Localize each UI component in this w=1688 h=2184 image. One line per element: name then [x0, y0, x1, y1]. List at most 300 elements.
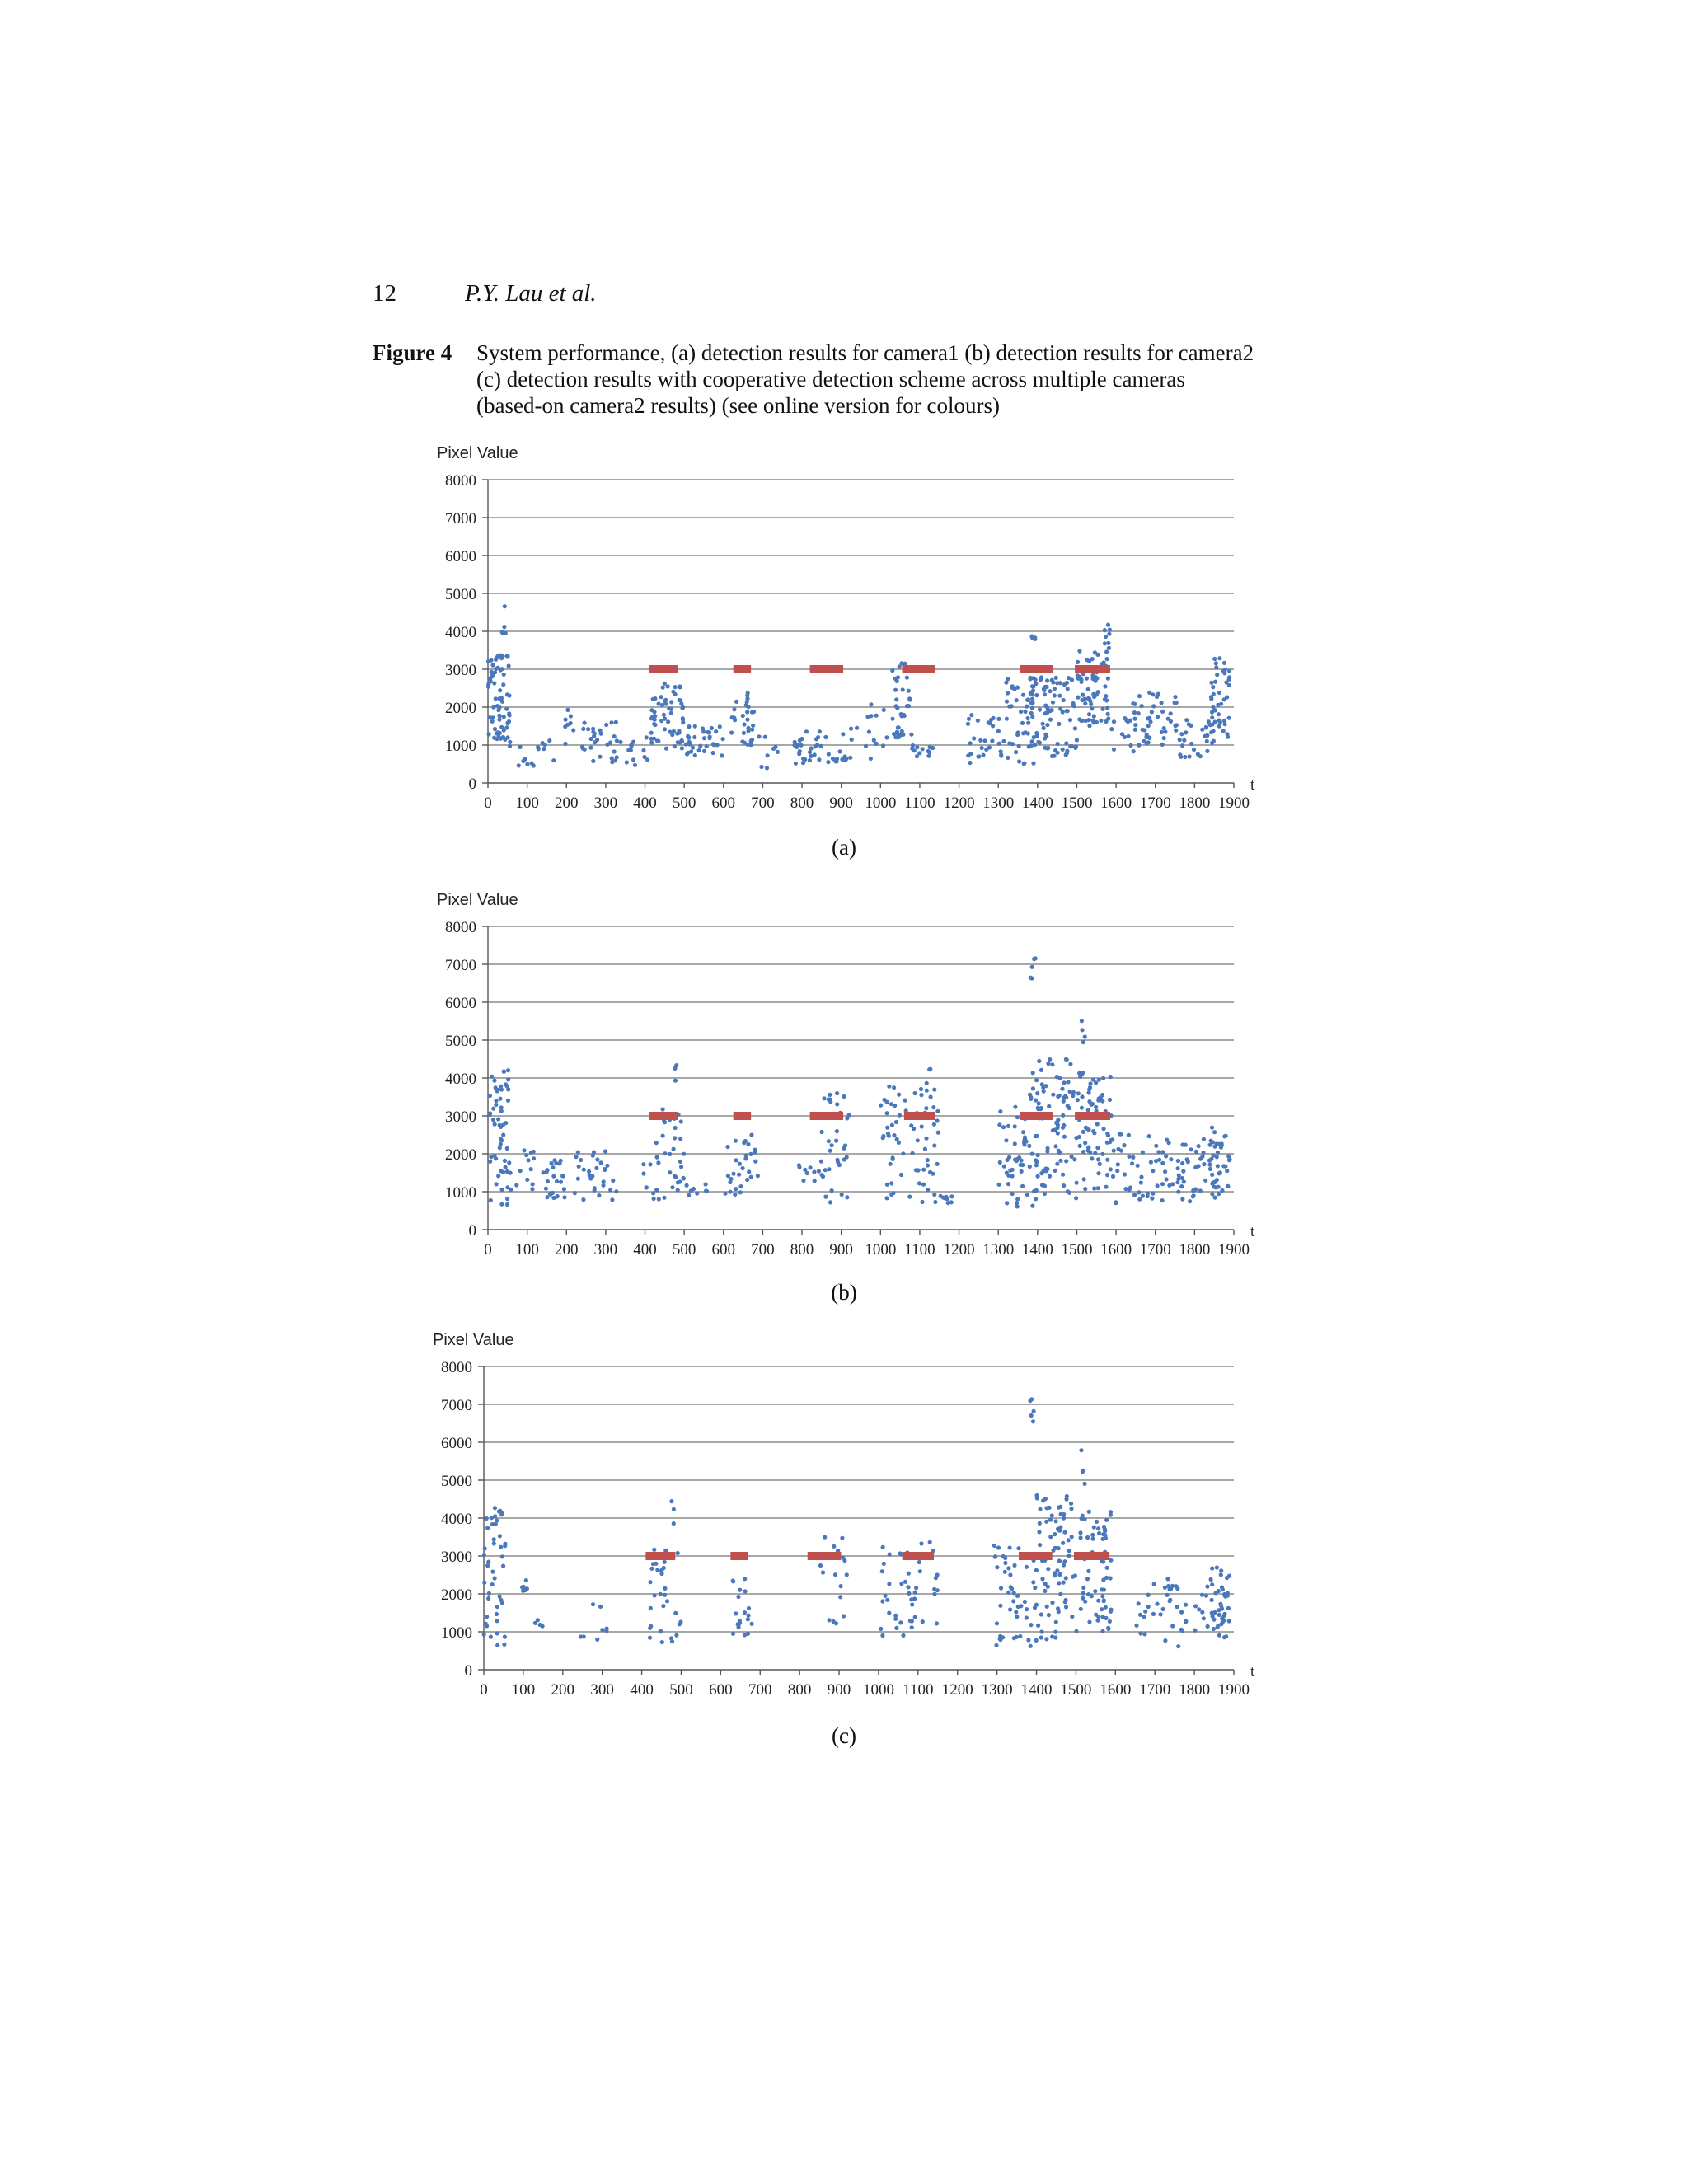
data-point — [731, 1579, 735, 1583]
data-point — [482, 1633, 486, 1637]
x-axis-label: t — [1250, 1223, 1255, 1240]
x-tick-label: 600 — [711, 794, 736, 812]
data-point — [1184, 730, 1188, 734]
data-point — [1212, 1130, 1217, 1134]
data-point — [654, 1188, 659, 1192]
data-point — [1137, 711, 1141, 715]
data-point — [1207, 719, 1211, 724]
y-tick-label: 5000 — [441, 1473, 472, 1490]
data-point — [745, 718, 749, 722]
data-point — [738, 1184, 743, 1188]
data-point — [518, 1169, 523, 1173]
data-point — [823, 735, 828, 739]
data-point — [1079, 1607, 1083, 1611]
data-point — [499, 667, 504, 671]
data-point — [1043, 1589, 1047, 1593]
data-point — [689, 1188, 693, 1193]
data-point — [827, 1139, 831, 1143]
data-point — [488, 1160, 492, 1164]
data-point — [732, 707, 736, 711]
data-point — [1198, 1188, 1203, 1193]
caption-line-1: System performance, (a) detection results for camera1 (b) detection results for camera2 — [476, 340, 1254, 365]
data-point — [967, 717, 971, 721]
data-point — [838, 749, 842, 753]
data-point — [498, 1534, 502, 1538]
data-point — [1226, 1184, 1230, 1188]
data-point — [1001, 1554, 1006, 1558]
data-point — [593, 1186, 597, 1190]
x-tick-label: 1700 — [1139, 794, 1171, 812]
data-point — [611, 1179, 615, 1183]
data-point — [1180, 1176, 1184, 1180]
data-point — [670, 1185, 674, 1189]
data-point — [748, 1152, 753, 1156]
data-point — [1219, 1146, 1223, 1150]
data-point — [1014, 1610, 1018, 1614]
data-point — [968, 741, 973, 745]
data-point — [577, 1165, 581, 1169]
data-point — [1081, 1040, 1085, 1044]
data-point — [1046, 1567, 1050, 1571]
data-point — [1047, 1104, 1051, 1108]
x-tick-label: 900 — [829, 794, 853, 812]
data-point — [1030, 965, 1034, 969]
data-point — [485, 1563, 490, 1568]
data-point — [579, 1158, 583, 1162]
detection-bar — [808, 1552, 842, 1560]
data-point — [1051, 680, 1055, 684]
data-point — [756, 1174, 760, 1178]
data-point — [1058, 1572, 1062, 1576]
data-point — [1131, 1155, 1135, 1160]
data-point — [1018, 1634, 1022, 1638]
data-point — [1208, 1167, 1212, 1171]
data-point — [809, 1165, 813, 1169]
data-point — [991, 724, 995, 728]
data-point — [1074, 1196, 1078, 1200]
data-point — [524, 1153, 528, 1157]
data-point — [1034, 1638, 1039, 1643]
data-point — [1053, 1144, 1057, 1148]
data-point — [496, 708, 500, 712]
data-point — [1061, 1173, 1065, 1177]
data-point — [899, 712, 903, 716]
data-point — [1086, 1592, 1090, 1596]
data-point — [629, 744, 633, 748]
data-point — [503, 1159, 507, 1163]
data-point — [525, 1178, 529, 1182]
data-point — [1110, 1137, 1114, 1141]
data-point — [826, 760, 830, 764]
data-point — [1160, 730, 1164, 734]
x-tick-label: 100 — [515, 794, 539, 812]
data-point — [834, 1139, 838, 1143]
data-point — [1141, 728, 1145, 732]
data-point — [597, 1193, 601, 1197]
data-point — [931, 1105, 935, 1109]
data-point — [915, 745, 919, 749]
data-point — [1116, 1162, 1120, 1166]
data-point — [665, 1599, 669, 1603]
data-point — [1065, 1057, 1069, 1062]
data-point — [1031, 1580, 1035, 1584]
data-point — [874, 714, 879, 718]
data-point — [887, 1582, 891, 1586]
data-point — [1176, 1177, 1180, 1181]
data-point — [1066, 687, 1070, 691]
x-tick-label: 500 — [672, 794, 696, 812]
x-tick-label: 1200 — [943, 794, 975, 812]
data-point — [1048, 689, 1052, 693]
data-point — [907, 1591, 911, 1596]
data-point — [907, 1195, 912, 1199]
data-point — [1038, 741, 1042, 745]
y-tick-label: 0 — [468, 776, 476, 793]
data-point — [821, 1570, 825, 1574]
data-point — [1047, 1613, 1051, 1617]
data-point — [692, 735, 696, 739]
panel-label-c: (c) — [832, 1723, 856, 1748]
data-point — [490, 715, 495, 719]
data-point — [1006, 677, 1010, 681]
data-point — [731, 1172, 735, 1176]
data-point — [1150, 1197, 1154, 1201]
data-point — [903, 1580, 907, 1584]
data-point — [926, 1163, 930, 1167]
data-point — [936, 1131, 940, 1135]
data-point — [505, 692, 509, 696]
data-point — [695, 1191, 699, 1195]
data-point — [501, 1133, 505, 1137]
data-point — [493, 1514, 497, 1518]
detection-bar — [649, 1112, 678, 1120]
data-point — [887, 1085, 891, 1089]
y-tick-label: 2000 — [445, 700, 476, 717]
data-point — [1122, 1143, 1126, 1147]
data-point — [867, 729, 871, 733]
data-point — [492, 1541, 496, 1545]
data-point — [633, 763, 637, 767]
data-point — [496, 1088, 500, 1092]
x-tick-label: 1900 — [1218, 794, 1250, 812]
data-point — [734, 1158, 738, 1162]
data-point — [499, 1202, 504, 1207]
data-point — [495, 1182, 499, 1186]
data-point — [1147, 716, 1151, 720]
data-point — [1096, 1615, 1100, 1619]
data-point — [1225, 732, 1229, 736]
data-point — [500, 1188, 504, 1192]
data-point — [490, 1522, 495, 1526]
data-point — [734, 1611, 738, 1615]
data-point — [1202, 1616, 1206, 1620]
data-point — [1209, 695, 1213, 699]
x-tick-label: 600 — [711, 1241, 736, 1258]
data-point — [1050, 708, 1054, 712]
data-point — [1012, 1563, 1016, 1568]
data-point — [1055, 1075, 1059, 1079]
data-point — [917, 1560, 921, 1564]
data-point — [842, 1094, 846, 1099]
data-point — [1091, 1537, 1095, 1541]
data-point — [1095, 1122, 1100, 1126]
data-point — [1142, 1615, 1146, 1619]
data-point — [661, 1604, 665, 1608]
y-tick-label: 4000 — [445, 1071, 476, 1088]
data-point — [815, 743, 819, 747]
data-point — [1034, 1568, 1039, 1572]
data-point — [1046, 746, 1050, 750]
data-point — [1088, 1081, 1092, 1085]
data-point — [685, 1183, 689, 1188]
data-point — [1215, 1565, 1219, 1569]
data-point — [1037, 1530, 1041, 1534]
data-point — [1073, 726, 1077, 730]
data-point — [911, 743, 915, 748]
data-point — [1193, 1604, 1198, 1608]
x-tick-label: 400 — [630, 1681, 654, 1699]
data-point — [1044, 1520, 1048, 1524]
data-point — [1174, 729, 1178, 733]
y-tick-label: 8000 — [445, 472, 476, 490]
data-point — [1084, 719, 1088, 723]
x-tick-label: 1400 — [1021, 1241, 1053, 1258]
y-tick-label: 3000 — [441, 1549, 472, 1566]
data-point — [675, 732, 679, 736]
data-point — [882, 1562, 886, 1566]
data-point — [1155, 1602, 1159, 1606]
data-point — [776, 750, 780, 754]
data-point — [654, 1562, 658, 1566]
data-point — [1083, 1034, 1087, 1038]
data-point — [517, 763, 521, 767]
detection-bar — [1075, 665, 1110, 673]
data-point — [583, 748, 587, 752]
data-point — [1029, 976, 1033, 980]
data-point — [1005, 1171, 1009, 1175]
data-point — [1006, 756, 1010, 760]
data-point — [1057, 1149, 1061, 1153]
data-point — [614, 720, 618, 724]
data-point — [618, 740, 622, 744]
data-point — [1210, 1126, 1214, 1130]
data-point — [1219, 1568, 1223, 1572]
data-point — [1044, 1637, 1048, 1641]
data-point — [723, 1192, 727, 1196]
y-tick-label: 2000 — [441, 1586, 472, 1604]
data-point — [508, 744, 512, 748]
data-point — [1106, 1626, 1110, 1630]
data-point — [869, 714, 873, 718]
data-point — [1020, 1169, 1024, 1174]
data-point — [706, 730, 710, 734]
data-point — [726, 1174, 730, 1178]
data-point — [998, 1634, 1002, 1638]
data-point — [1108, 1619, 1112, 1624]
data-point — [489, 1155, 493, 1159]
data-point — [1067, 1538, 1071, 1542]
data-point — [1105, 1158, 1109, 1162]
data-point — [1062, 1080, 1067, 1085]
data-point — [492, 1079, 496, 1083]
data-point — [1222, 1612, 1226, 1616]
data-point — [591, 1602, 595, 1606]
caption-line-2: (c) detection results with cooperative detection scheme across multiple cameras — [476, 367, 1185, 391]
data-point — [1047, 1506, 1051, 1510]
x-tick-label: 100 — [511, 1681, 536, 1699]
data-point — [549, 1161, 553, 1165]
data-point — [1112, 748, 1116, 752]
data-point — [603, 1149, 607, 1153]
data-point — [1212, 739, 1216, 743]
data-point — [982, 738, 987, 743]
data-point — [1034, 1098, 1038, 1102]
data-point — [888, 1552, 892, 1556]
data-point — [1067, 1554, 1071, 1558]
data-point — [993, 1554, 997, 1558]
data-point — [1053, 1532, 1057, 1536]
data-point — [1160, 1150, 1165, 1154]
data-point — [1212, 1627, 1216, 1631]
x-tick-label: 1400 — [1021, 794, 1053, 812]
data-point — [879, 1104, 883, 1108]
data-point — [1223, 668, 1227, 672]
data-point — [661, 1107, 665, 1111]
data-point — [678, 685, 682, 689]
data-point — [1109, 1610, 1113, 1614]
data-point — [1090, 673, 1095, 677]
data-point — [1152, 1582, 1156, 1586]
data-point — [741, 1166, 745, 1170]
data-point — [1109, 1075, 1113, 1079]
data-point — [920, 1124, 924, 1128]
data-point — [894, 1120, 898, 1124]
data-point — [928, 745, 932, 749]
data-point — [1065, 681, 1069, 685]
data-point — [749, 1175, 753, 1179]
data-point — [1165, 1138, 1169, 1142]
data-point — [995, 1621, 999, 1625]
data-point — [1048, 1174, 1052, 1179]
data-point — [605, 1626, 609, 1630]
data-point — [672, 1507, 676, 1511]
data-point — [494, 1099, 498, 1103]
data-point — [1037, 1059, 1041, 1063]
y-axis-label: Pixel Value — [433, 1331, 514, 1349]
data-point — [978, 738, 982, 743]
data-point — [1147, 735, 1151, 739]
data-point — [488, 1094, 492, 1098]
data-point — [1188, 754, 1192, 758]
data-point — [648, 1636, 652, 1640]
data-point — [1061, 710, 1065, 714]
data-point — [1026, 697, 1030, 701]
data-point — [911, 1151, 915, 1155]
data-point — [1019, 710, 1023, 714]
y-tick-label: 4000 — [441, 1511, 472, 1528]
data-point — [1146, 724, 1151, 728]
data-point — [1220, 1616, 1224, 1620]
data-point — [1127, 1133, 1131, 1137]
data-point — [505, 1197, 509, 1201]
detection-bar — [1020, 665, 1053, 673]
data-point — [1015, 698, 1019, 702]
data-point — [935, 1118, 940, 1122]
data-point — [838, 1595, 842, 1599]
data-point — [598, 1605, 603, 1609]
data-point — [1164, 1154, 1168, 1158]
y-tick-label: 1000 — [445, 738, 476, 755]
data-point — [1106, 623, 1110, 627]
data-point — [1052, 754, 1056, 758]
data-point — [1040, 1577, 1044, 1581]
data-point — [1105, 706, 1109, 710]
data-point — [1136, 1164, 1140, 1168]
data-point — [491, 1107, 495, 1111]
data-point — [1100, 1629, 1104, 1633]
data-point — [1055, 681, 1059, 685]
data-point — [759, 765, 763, 769]
data-point — [913, 1591, 917, 1595]
data-point — [490, 1570, 495, 1574]
data-point — [495, 1518, 499, 1522]
data-point — [491, 1118, 495, 1122]
x-tick-label: 1000 — [862, 1681, 894, 1699]
data-point — [1087, 724, 1091, 728]
data-point — [1029, 691, 1033, 696]
data-point — [678, 1137, 682, 1141]
data-point — [1026, 1638, 1030, 1642]
data-point — [1104, 1576, 1109, 1580]
data-point — [648, 1580, 652, 1584]
data-point — [1147, 1134, 1151, 1138]
data-point — [804, 729, 809, 733]
data-point — [1094, 1105, 1098, 1109]
data-point — [532, 763, 536, 767]
y-tick-label: 7000 — [445, 510, 476, 527]
data-point — [702, 736, 706, 740]
y-tick-label: 1000 — [441, 1624, 472, 1642]
data-point — [728, 1190, 732, 1194]
data-point — [1090, 719, 1095, 723]
data-point — [891, 1155, 895, 1160]
data-point — [1053, 693, 1057, 697]
data-point — [1132, 717, 1137, 721]
data-point — [663, 682, 667, 686]
data-point — [932, 1122, 936, 1127]
data-point — [1227, 1619, 1231, 1623]
data-point — [1184, 1603, 1188, 1607]
data-point — [880, 1569, 884, 1573]
data-point — [1053, 1169, 1057, 1173]
data-point — [843, 1143, 847, 1147]
data-point — [496, 1117, 500, 1121]
data-point — [499, 1138, 504, 1142]
data-point — [1209, 681, 1213, 685]
data-point — [1074, 744, 1078, 748]
page-number: 12 — [373, 280, 396, 307]
data-point — [1103, 628, 1107, 632]
data-point — [1050, 1601, 1054, 1605]
data-point — [899, 1173, 903, 1177]
data-point — [509, 1171, 513, 1175]
caption-line-3: (based-on camera2 results) (see online version for colours) — [476, 393, 1001, 418]
data-point — [1210, 1192, 1214, 1196]
data-point — [895, 731, 899, 735]
data-point — [666, 684, 670, 688]
data-point — [1038, 1543, 1042, 1547]
data-point — [1154, 1144, 1158, 1148]
